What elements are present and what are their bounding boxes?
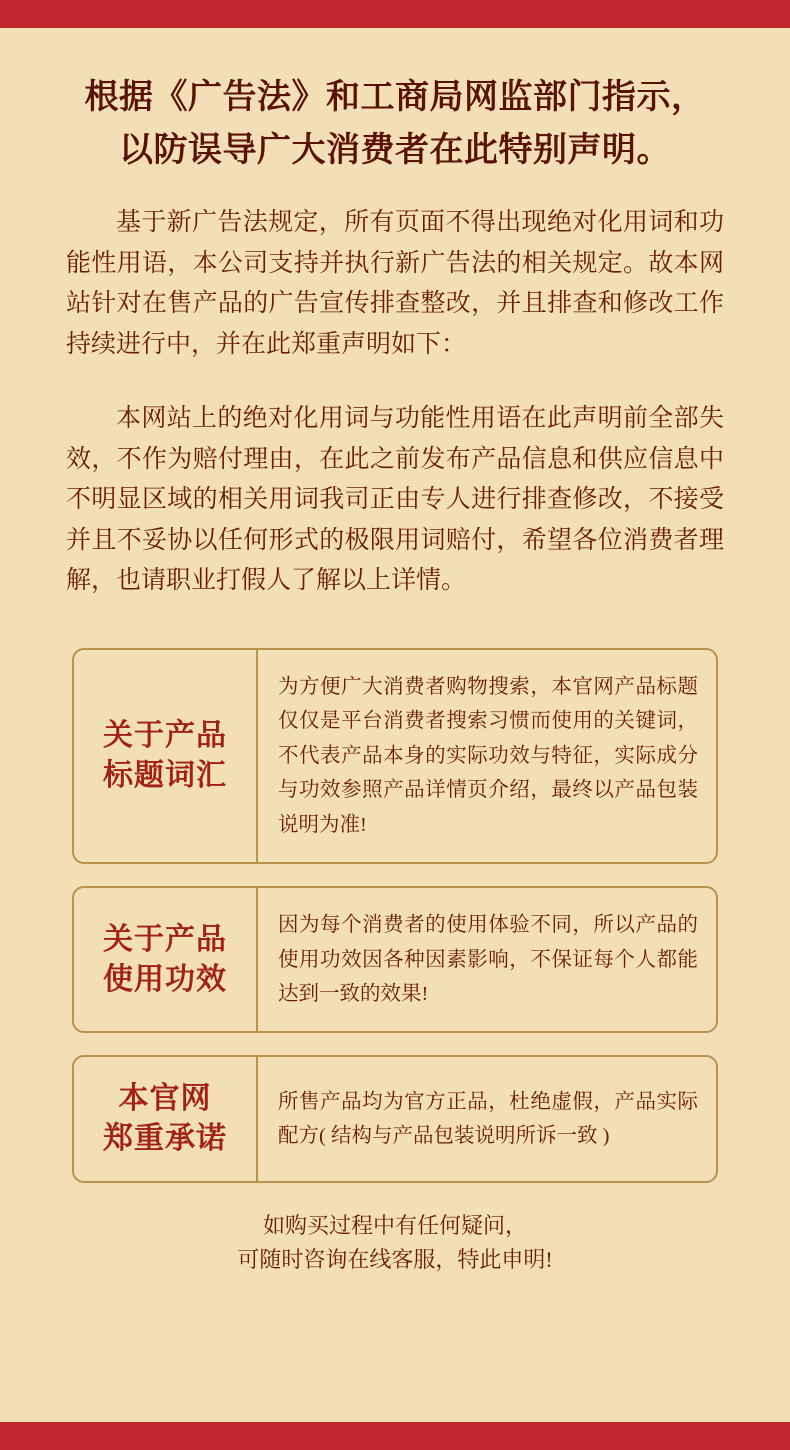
disclaimer-sheet [0, 28, 790, 1422]
page-title-line2: 以防误导广大消费者在此特别声明。 [119, 131, 671, 169]
statement-card-list [72, 648, 718, 1183]
card-product-efficacy [72, 886, 718, 1033]
statement-paragraph-1: 基于新广告法规定，所有页面不得出现绝对化用词和功能性用语，本公司支持并执行新广告法的相关规定。故本网站针对在售产品的广告宣传排查整改，并且排查和修改工作持续进行中，并在此郑重声明如下： [66, 209, 724, 358]
card-title-product-efficacy [74, 888, 258, 1031]
card-body-official-promise: 所售产品均为官方正品，杜绝虚假，产品实际配方( 结构与产品包装说明所诉一致 ) [278, 1090, 698, 1147]
footer-note [62, 1209, 728, 1277]
card-title-line2: 使用功效 [103, 962, 227, 996]
card-official-promise [72, 1055, 718, 1182]
card-title-line2: 标题词汇 [103, 758, 227, 792]
card-title-line1: 本官网 [118, 1082, 212, 1116]
card-title-product-title-terms [74, 650, 258, 862]
card-title-official-promise [74, 1057, 258, 1180]
card-body-product-title-terms: 为方便广大消费者购物搜索，本官网产品标题仅仅是平台消费者搜索习惯而使用的关键词，不代表产品本身的实际功效与特征，实际成分与功效参照产品详情页介绍，最终以产品包装说明为准! [278, 675, 698, 836]
card-title-line1: 关于产品 [103, 923, 227, 957]
footer-line1: 如购买过程中有任何疑问， [262, 1212, 527, 1238]
card-body-product-efficacy: 因为每个消费者的使用体验不同，所以产品的使用功效因各种因素影响，不保证每个人都能达到一致的效果! [278, 914, 698, 1005]
page-title [62, 72, 728, 177]
card-product-title-terms [72, 648, 718, 864]
card-title-line2: 郑重承诺 [103, 1121, 227, 1155]
page-title-line1: 根据《广告法》和工商局网监部门指示， [84, 79, 706, 116]
card-title-line1: 关于产品 [103, 719, 227, 753]
footer-line2: 可随时咨询在线客服，特此申明! [237, 1246, 553, 1272]
statement-paragraph-2: 本网站上的绝对化用词与功能性用语在此声明前全部失效，不作为赔付理由，在此之前发布产品信息和供应信息中不明显区域的相关用词我司正由专人进行排查修改，不接受并且不妥协以任何形式的极限用词赔付，希望各位消费者理解，也请职业打假人了解以上详情。 [66, 405, 724, 595]
